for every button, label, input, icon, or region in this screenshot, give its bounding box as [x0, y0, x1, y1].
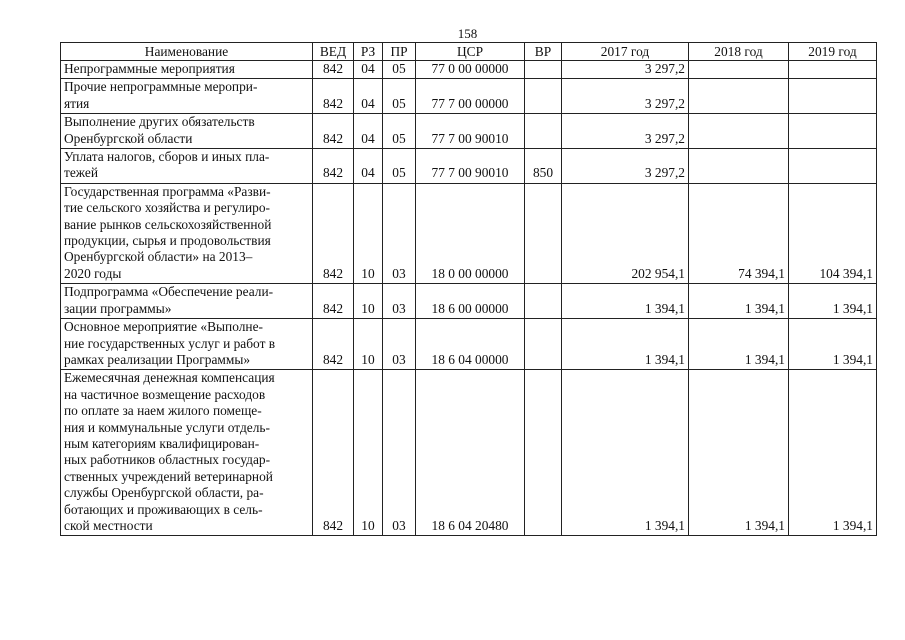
amount-2018-cell: 1 394,1 [689, 319, 789, 370]
amount-2019-cell [789, 61, 877, 79]
csr-cell: 77 7 00 90010 [416, 149, 525, 184]
amount-2018-cell: 74 394,1 [689, 183, 789, 283]
csr-cell: 18 6 04 20480 [416, 370, 525, 536]
amount-2019-cell: 1 394,1 [789, 319, 877, 370]
row-name-cell [61, 61, 313, 79]
amount-2018-cell [689, 61, 789, 79]
ved-cell: 842 [313, 61, 354, 79]
ved-cell: 842 [313, 114, 354, 149]
pr-cell: 03 [383, 284, 416, 319]
amount-2019-cell [789, 149, 877, 184]
amount-2017-cell: 3 297,2 [562, 79, 689, 114]
row-name-line: Оренбургской области» на 2013– [64, 249, 253, 265]
row-name-line: ственных учреждений ветеринарной [64, 468, 273, 484]
ved-cell: 842 [313, 183, 354, 283]
header-vr: ВР [525, 43, 562, 61]
csr-cell: 77 7 00 90010 [416, 114, 525, 149]
pr-cell: 05 [383, 61, 416, 79]
row-name-line: Оренбургской области [64, 130, 193, 146]
row-name-line: Государственная программа «Разви- [64, 183, 271, 199]
row-name-line: тежей [64, 165, 98, 181]
header-2017: 2017 год [562, 43, 689, 61]
row-name-line: Уплата налогов, сборов и иных пла- [64, 149, 270, 165]
amount-2018-cell [689, 79, 789, 114]
table-row [61, 319, 877, 370]
table-row [61, 370, 877, 536]
csr-cell: 18 6 00 00000 [416, 284, 525, 319]
header-csr: ЦСР [416, 43, 525, 61]
amount-2018-cell [689, 114, 789, 149]
rz-cell: 04 [354, 61, 383, 79]
pr-cell: 05 [383, 114, 416, 149]
row-name-line: Подпрограмма «Обеспечение реали- [64, 284, 274, 300]
row-name-cell [61, 319, 313, 370]
row-name-cell [61, 79, 313, 114]
row-name-line: Основное мероприятие «Выполне- [64, 319, 263, 335]
header-2018: 2018 год [689, 43, 789, 61]
csr-cell: 18 0 00 00000 [416, 183, 525, 283]
row-name-line: ных работников областных государ- [64, 452, 271, 468]
row-name-line: ботающих и проживающих в сель- [64, 501, 263, 517]
row-name-line: ской местности [64, 517, 153, 533]
amount-2017-cell: 3 297,2 [562, 114, 689, 149]
rz-cell: 10 [354, 183, 383, 283]
row-name-line: вание рынков сельскохозяйственной [64, 216, 272, 232]
vr-cell [525, 319, 562, 370]
amount-2017-cell: 1 394,1 [562, 370, 689, 536]
pr-cell: 03 [383, 370, 416, 536]
row-name-line: тие сельского хозяйства и регулиро- [64, 200, 270, 216]
rz-cell: 10 [354, 319, 383, 370]
row-name-line: ние государственных услуг и работ в [64, 335, 276, 351]
table-row [61, 149, 877, 184]
amount-2019-cell [789, 79, 877, 114]
ved-cell: 842 [313, 79, 354, 114]
budget-table [60, 42, 877, 536]
amount-2019-cell: 1 394,1 [789, 284, 877, 319]
amount-2017-cell: 1 394,1 [562, 319, 689, 370]
amount-2019-cell: 104 394,1 [789, 183, 877, 283]
amount-2019-cell [789, 114, 877, 149]
table-row [61, 284, 877, 319]
header-name: Наименование [61, 43, 313, 61]
vr-cell [525, 79, 562, 114]
ved-cell: 842 [313, 284, 354, 319]
amount-2017-cell: 3 297,2 [562, 61, 689, 79]
vr-cell [525, 370, 562, 536]
table-row [61, 114, 877, 149]
row-name-line: Непрограммные мероприятия [64, 61, 235, 76]
pr-cell: 03 [383, 183, 416, 283]
csr-cell: 18 6 04 00000 [416, 319, 525, 370]
header-2019: 2019 год [789, 43, 877, 61]
ved-cell: 842 [313, 149, 354, 184]
row-name-line: Ежемесячная денежная компенсация [64, 370, 275, 386]
table-row [61, 61, 877, 79]
pr-cell: 03 [383, 319, 416, 370]
row-name-line: продукции, сырья и продовольствия [64, 233, 271, 249]
amount-2018-cell [689, 149, 789, 184]
ved-cell: 842 [313, 319, 354, 370]
rz-cell: 10 [354, 284, 383, 319]
row-name-line: ния и коммунальные услуги отдель- [64, 419, 270, 435]
row-name-line: по оплате за наем жилого помеще- [64, 403, 262, 419]
table-row [61, 79, 877, 114]
vr-cell: 850 [525, 149, 562, 184]
pr-cell: 05 [383, 149, 416, 184]
table-body [61, 61, 877, 536]
row-name-line: службы Оренбургской области, ра- [64, 485, 264, 501]
vr-cell [525, 183, 562, 283]
rz-cell: 04 [354, 79, 383, 114]
header-rz: РЗ [354, 43, 383, 61]
row-name-cell [61, 183, 313, 283]
row-name-line: рамках реализации Программы» [64, 351, 251, 367]
amount-2017-cell: 1 394,1 [562, 284, 689, 319]
amount-2018-cell: 1 394,1 [689, 284, 789, 319]
csr-cell: 77 0 00 00000 [416, 61, 525, 79]
amount-2019-cell: 1 394,1 [789, 370, 877, 536]
amount-2017-cell: 3 297,2 [562, 149, 689, 184]
csr-cell: 77 7 00 00000 [416, 79, 525, 114]
row-name-cell [61, 284, 313, 319]
rz-cell: 10 [354, 370, 383, 536]
rz-cell: 04 [354, 149, 383, 184]
vr-cell [525, 114, 562, 149]
row-name-cell [61, 370, 313, 536]
header-pr: ПР [383, 43, 416, 61]
header-row [61, 43, 877, 61]
row-name-cell [61, 149, 313, 184]
rz-cell: 04 [354, 114, 383, 149]
amount-2017-cell: 202 954,1 [562, 183, 689, 283]
row-name-cell [61, 114, 313, 149]
row-name-line: зации программы» [64, 300, 172, 316]
ved-cell: 842 [313, 370, 354, 536]
row-name-line: 2020 годы [64, 265, 122, 281]
page-number: 158 [457, 26, 478, 41]
amount-2018-cell: 1 394,1 [689, 370, 789, 536]
table-row [61, 183, 877, 283]
row-name-line: Выполнение других обязательств [64, 114, 255, 130]
row-name-line: Прочие непрограммные меропри- [64, 79, 258, 95]
header-ved: ВЕД [313, 43, 354, 61]
row-name-line: ятия [64, 95, 90, 111]
pr-cell: 05 [383, 79, 416, 114]
vr-cell [525, 61, 562, 79]
row-name-line: ным категориям квалифицирован- [64, 435, 260, 451]
row-name-line: на частичное возмещение расходов [64, 386, 266, 402]
vr-cell [525, 284, 562, 319]
